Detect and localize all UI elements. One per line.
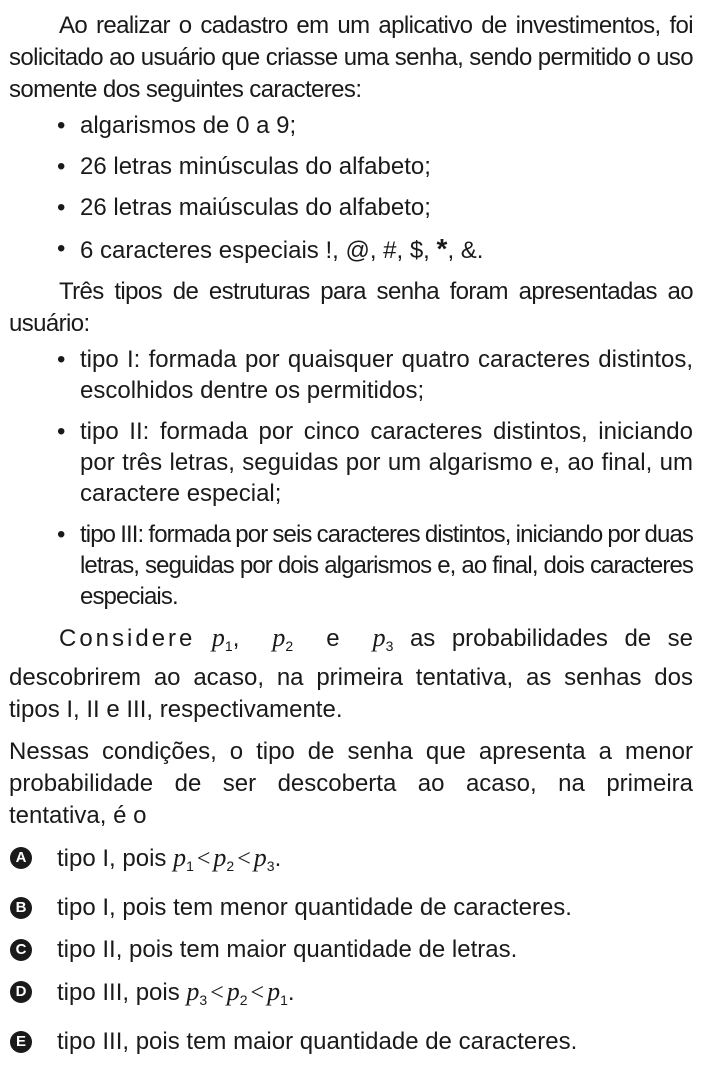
list-item: • algarismos de 0 a 9; [9, 110, 693, 141]
consider-rest: as probabilidades de se descobrirem ao acaso, na primeira tentativa, as senhas dos tipos I, II e III, respectivamente. [9, 625, 693, 723]
list-item-type-1: • tipo I: formada por quaisquer quatro caracteres distintos, escolhidos dentre os permitidos; [9, 344, 693, 406]
p2-symbol: $p_2$ [272, 623, 294, 654]
list-item-special-characters [9, 233, 693, 266]
option-d-badge: D [10, 981, 32, 1003]
option-e[interactable]: E tipo III, pois tem maior quantidade de caracteres. [9, 1026, 693, 1058]
p1-symbol: $p_1$ [211, 623, 233, 654]
p3-symbol: $p_3$ [186, 977, 208, 1008]
p2-symbol: $p_2$ [226, 977, 248, 1008]
option-c[interactable]: C tipo II, pois tem maior quantidade de letras. [9, 934, 693, 966]
p3-symbol: $p_3$ [372, 623, 394, 654]
allowed-characters-list [9, 110, 693, 266]
option-b-badge: B [10, 897, 32, 919]
p3-symbol: $p_3$ [253, 843, 275, 874]
structures-intro: Três tipos de estruturas para senha foram apresentadas ao usuário: [9, 278, 693, 337]
question-stem: Nessas condições, o tipo de senha que apresenta a menor probabilidade de ser descoberta ao acaso, na primeira tentativa, é o [9, 738, 693, 829]
list-item: • 26 letras minúsculas do alfabeto; [9, 151, 693, 182]
option-e-badge: E [10, 1031, 32, 1053]
list-item-type-2: • tipo II: formada por cinco caracteres distintos, iniciando por três letras, seguidas por um algarismo e, ao final, um caractere especial; [9, 416, 693, 509]
password-types-list [9, 344, 693, 612]
list-item-type-3: • tipo III: formada por seis caracteres distintos, iniciando por duas letras, seguidas por dois algarismos e, ao final, dois caracteres especiais. [9, 519, 693, 612]
p2-symbol: $p_2$ [213, 843, 235, 874]
special-characters-suffix: , &. [447, 237, 484, 264]
option-a-badge: A [10, 847, 32, 869]
answer-options [9, 842, 693, 1058]
consider-paragraph: Considere $p_1$, $p_2$ e $p_3$ as probabilidades de se descobrirem ao acaso, na primeira tentativa, as senhas dos tipos I, II e III, respectivamente. [9, 623, 693, 723]
star-character: * [436, 233, 448, 264]
special-characters-prefix: 6 caracteres especiais !, @, #, $, [80, 237, 430, 264]
p1-symbol: $p_1$ [173, 843, 194, 874]
p1-symbol: $p_1$ [267, 977, 288, 1008]
list-item: • 26 letras maiúsculas do alfabeto; [9, 192, 693, 223]
option-d[interactable]: D tipo III, pois $p_3 < p_2 < p_1$. [9, 976, 693, 1016]
intro-paragraph: Ao realizar o cadastro em um aplicativo de investimentos, foi solicitado ao usuário que criasse uma senha, sendo permitido o uso somente dos seguintes caracteres: [9, 12, 693, 103]
option-b[interactable]: B tipo I, pois tem menor quantidade de caracteres. [9, 892, 693, 924]
consider-word: Considere [59, 625, 196, 652]
option-a[interactable]: A tipo I, pois $p_1 < p_2 < p_3$. [9, 842, 693, 882]
and-word: e [326, 625, 340, 652]
option-c-badge: C [10, 939, 32, 961]
